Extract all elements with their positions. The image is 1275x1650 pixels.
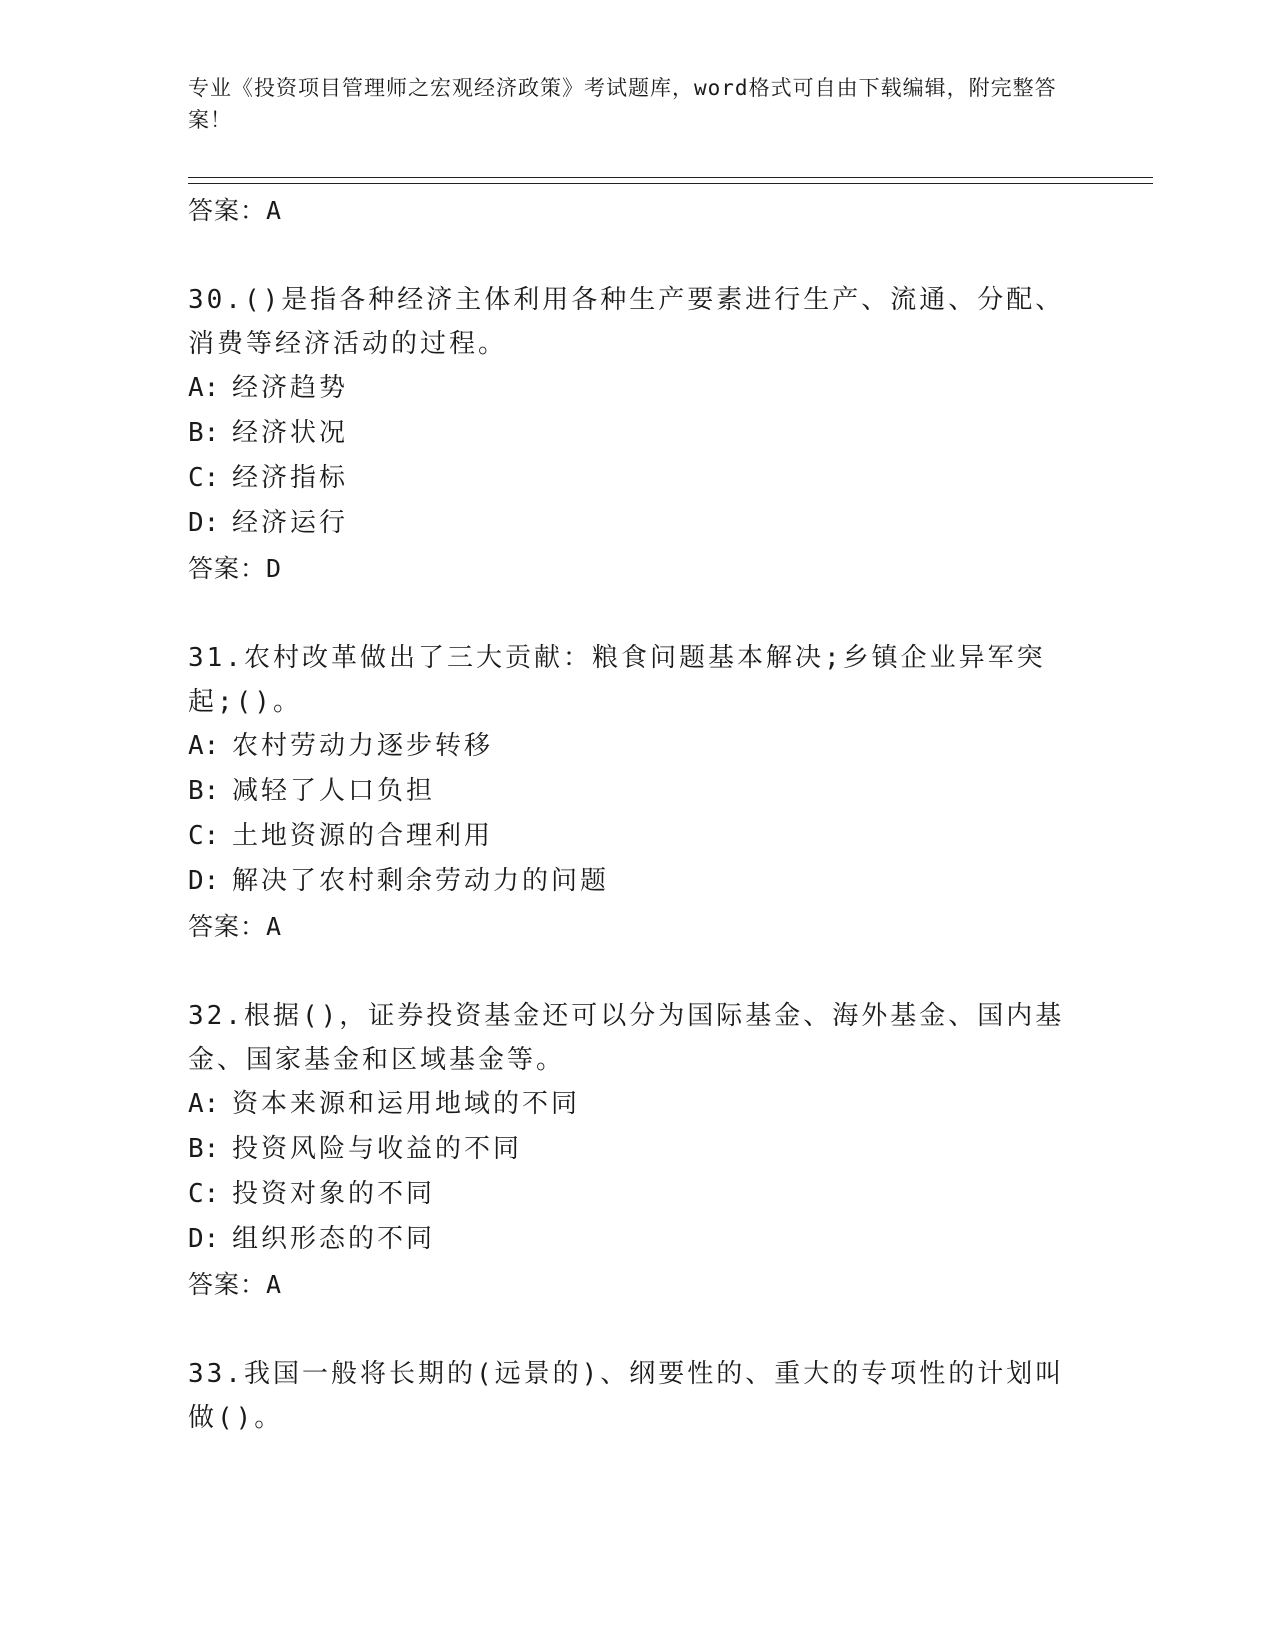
- question-text: 31.农村改革做出了三大贡献：粮食问题基本解决;乡镇企业异军突起;()。: [188, 643, 1046, 717]
- option-c: C: 投资对象的不同: [188, 1179, 436, 1209]
- question-33: [188, 1352, 1088, 1440]
- question-32: [188, 994, 1088, 1308]
- question-31: [188, 636, 1088, 950]
- option-d: D: 解决了农村剩余劳动力的问题: [188, 866, 610, 896]
- answer-line: 答案：A: [188, 196, 283, 225]
- question-text: 32.根据()，证券投资基金还可以分为国际基金、海外基金、国内基金、国家基金和区域基金等。: [188, 1001, 1065, 1075]
- option-c: C: 经济指标: [188, 463, 349, 493]
- answer-line: 答案：A: [188, 912, 283, 941]
- question-text: 30.()是指各种经济主体利用各种生产要素进行生产、流通、分配、消费等经济活动的过程。: [188, 285, 1065, 359]
- answer-line: 答案：A: [188, 1270, 283, 1299]
- option-a: A: 农村劳动力逐步转移: [188, 731, 494, 761]
- header-divider-line: [188, 177, 1153, 178]
- option-d: D: 经济运行: [188, 508, 349, 538]
- option-d: D: 组织形态的不同: [188, 1224, 436, 1254]
- option-a: A: 资本来源和运用地域的不同: [188, 1089, 581, 1119]
- document-header: 专业《投资项目管理师之宏观经济政策》考试题库，word格式可自由下载编辑，附完整答案！: [188, 76, 1057, 132]
- option-a: A: 经济趋势: [188, 373, 349, 403]
- question-list: [188, 188, 1088, 1440]
- question-30: [188, 278, 1088, 592]
- question-text: 33.我国一般将长期的(远景的)、纲要性的、重大的专项性的计划叫做()。: [188, 1359, 1065, 1433]
- option-c: C: 土地资源的合理利用: [188, 821, 494, 851]
- option-b: B: 经济状况: [188, 418, 349, 448]
- answer-line: 答案：D: [188, 554, 283, 583]
- header-divider-line-second: [188, 183, 1153, 184]
- option-b: B: 减轻了人口负担: [188, 776, 436, 806]
- option-b: B: 投资风险与收益的不同: [188, 1134, 523, 1164]
